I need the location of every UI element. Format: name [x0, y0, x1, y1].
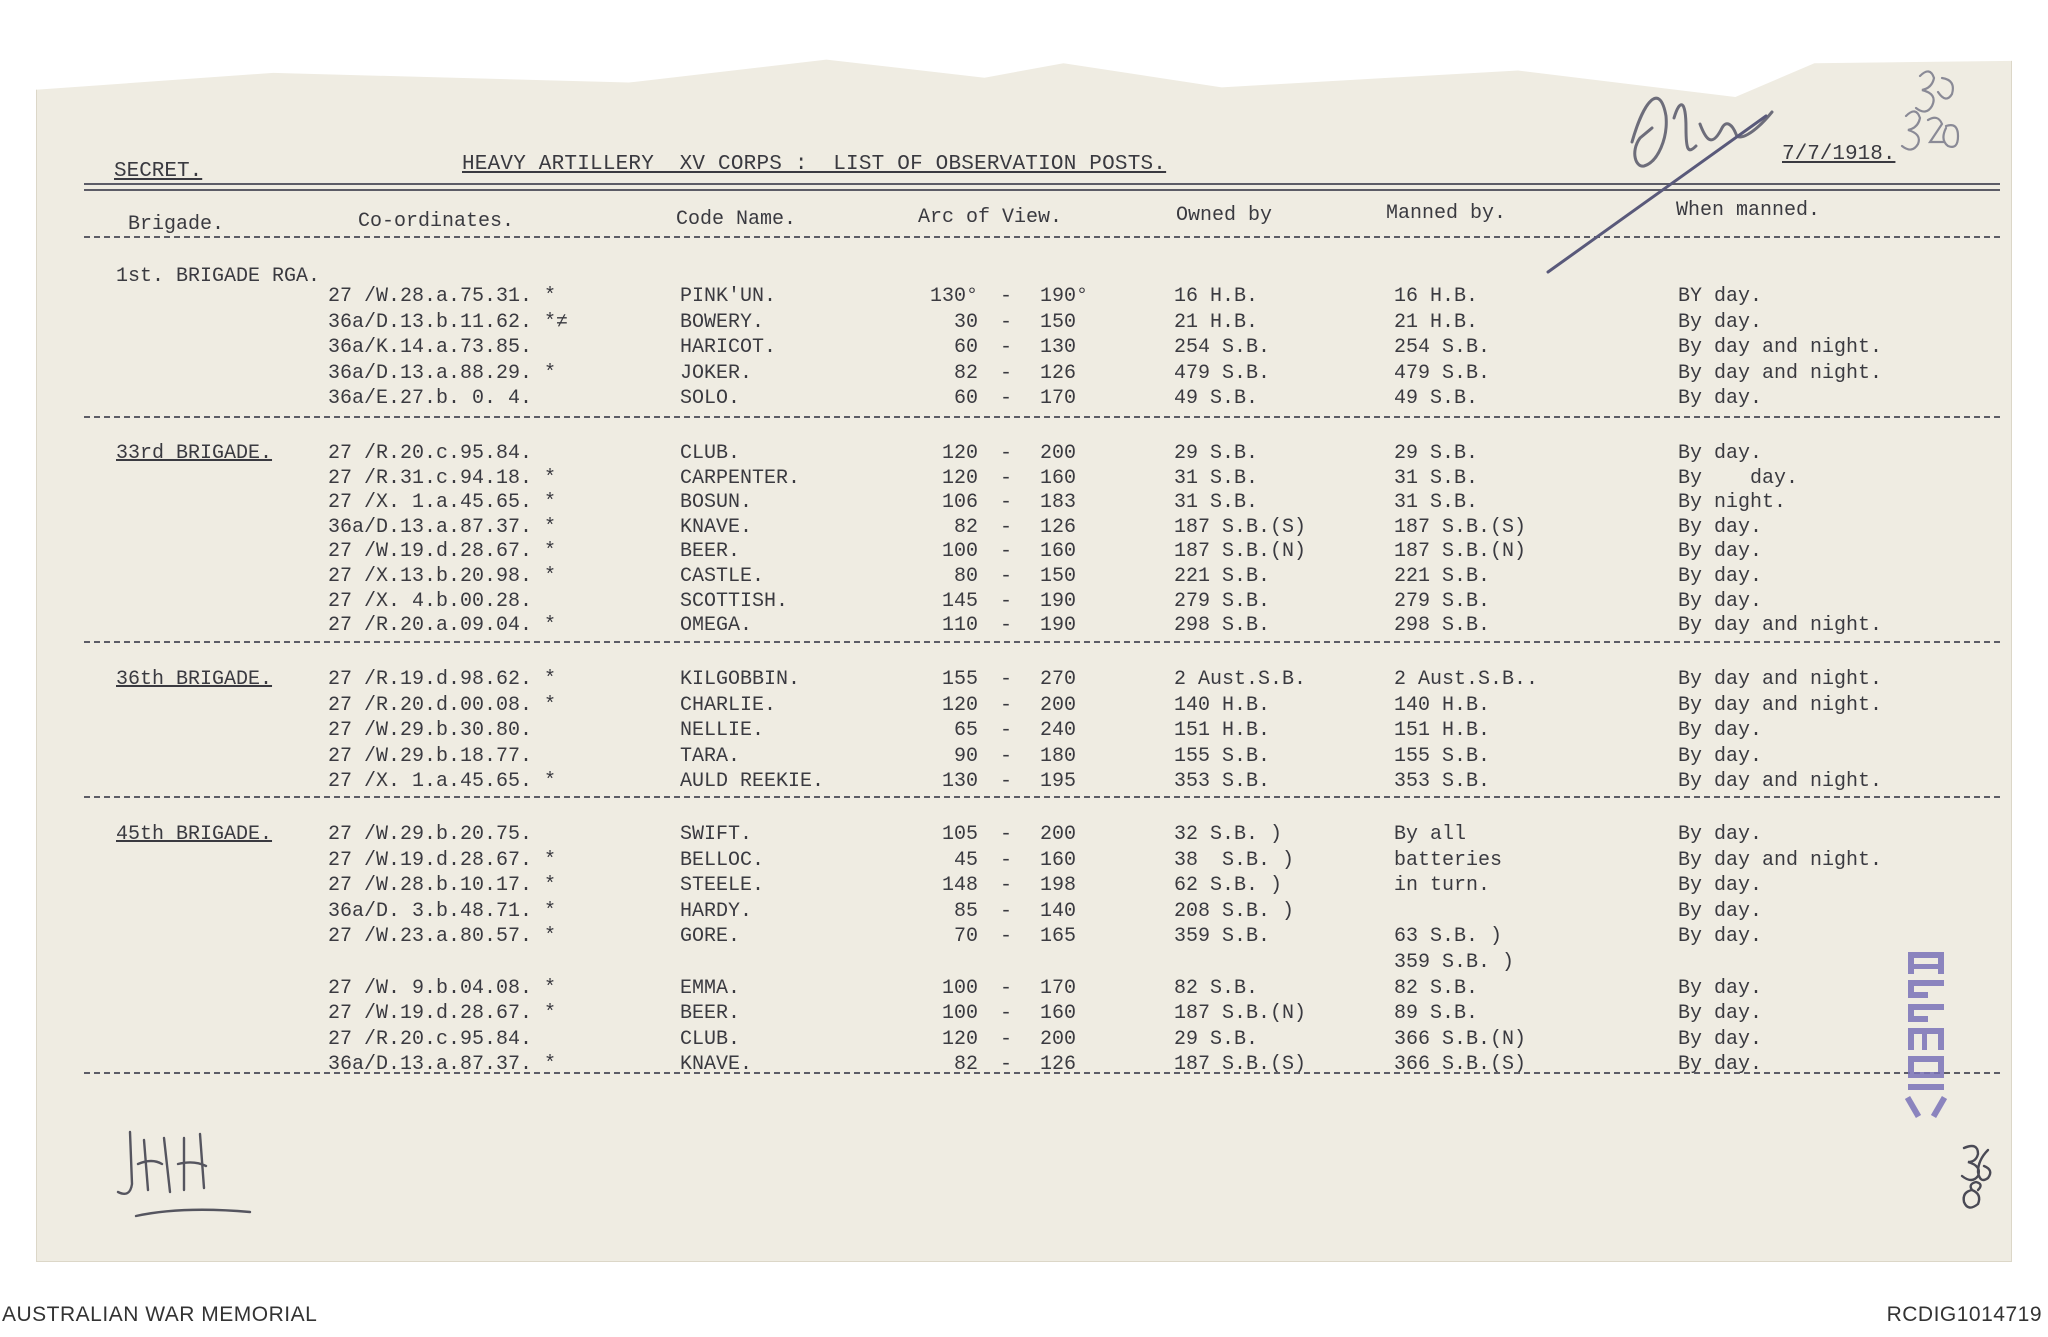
- cell-code-name: HARICOT.: [680, 336, 777, 359]
- cell-manned-by: 155 S.B.: [1394, 745, 1491, 768]
- cell-coordinates: 27 /W. 9.b.04.08. *: [328, 977, 557, 1000]
- cell-manned-by: 366 S.B.(S): [1394, 1053, 1527, 1076]
- cell-code-name: JOKER.: [680, 362, 753, 385]
- cell-manned-by: 89 S.B.: [1394, 1002, 1479, 1025]
- cell-arc-to: 140: [1040, 900, 1077, 923]
- cell-manned-by: batteries: [1394, 849, 1503, 872]
- cell-arc-to: 130: [1040, 336, 1077, 359]
- handwritten-page-number: [1950, 1140, 2010, 1220]
- cell-owned-by: 140 H.B.: [1174, 694, 1271, 717]
- cell-code-name: AULD REEKIE.: [680, 770, 825, 793]
- cell-code-name: BEER.: [680, 540, 741, 563]
- cell-arc-dash: -: [1000, 387, 1013, 410]
- cell-coordinates: 27 /R.19.d.98.62. *: [328, 668, 557, 691]
- cell-code-name: BOSUN.: [680, 491, 753, 514]
- cell-coordinates: 27 /R.20.a.09.04. *: [328, 614, 557, 637]
- cell-when-manned: By day and night.: [1678, 668, 1883, 691]
- cell-coordinates: 27 /W.23.a.80.57. *: [328, 925, 557, 948]
- brigade-name: 33rd BRIGADE.: [116, 442, 273, 465]
- cell-when-manned: By day and night.: [1678, 694, 1883, 717]
- document-title: HEAVY ARTILLERY XV CORPS : LIST OF OBSERVATION POSTS.: [462, 153, 1167, 176]
- cell-when-manned: By day.: [1678, 719, 1763, 742]
- cell-arc-to: 165: [1040, 925, 1077, 948]
- cell-code-name: SWIFT.: [680, 823, 753, 846]
- cell-arc-dash: -: [1000, 362, 1013, 385]
- cell-manned-by: 82 S.B.: [1394, 977, 1479, 1000]
- cell-arc-to: 180: [1040, 745, 1077, 768]
- cell-arc-from: 110: [941, 614, 978, 637]
- cell-coordinates: 36a/E.27.b. 0. 4.: [328, 387, 533, 410]
- cell-arc-from: 82: [953, 362, 978, 385]
- cell-arc-to: 270: [1040, 668, 1077, 691]
- cell-when-manned: By day.: [1678, 565, 1763, 588]
- cell-arc-from: 82: [953, 1053, 978, 1076]
- cell-arc-dash: -: [1000, 1002, 1013, 1025]
- cell-owned-by: 31 S.B.: [1174, 491, 1259, 514]
- cell-arc-dash: -: [1000, 614, 1013, 637]
- cell-when-manned: By day.: [1678, 387, 1763, 410]
- cell-when-manned: By day.: [1678, 516, 1763, 539]
- cell-arc-from: 130°: [929, 285, 978, 308]
- cell-arc-from: 65: [953, 719, 978, 742]
- cell-arc-from: 100: [941, 1002, 978, 1025]
- cell-owned-by: 187 S.B.(S): [1174, 516, 1307, 539]
- cell-arc-from: 100: [941, 977, 978, 1000]
- cell-code-name: NELLIE.: [680, 719, 765, 742]
- cell-manned-by-continued: 359 S.B. ): [1394, 951, 1515, 974]
- brigade-name: 45th BRIGADE.: [116, 823, 273, 846]
- cell-arc-from: 85: [953, 900, 978, 923]
- cell-when-manned: By day.: [1678, 874, 1763, 897]
- cell-arc-dash: -: [1000, 285, 1013, 308]
- cell-when-manned: By day and night.: [1678, 614, 1883, 637]
- footer-archive-credit: AUSTRALIAN WAR MEMORIAL: [2, 1303, 318, 1326]
- cell-arc-dash: -: [1000, 540, 1013, 563]
- cell-owned-by: 21 H.B.: [1174, 311, 1259, 334]
- cell-code-name: KILGOBBIN.: [680, 668, 801, 691]
- cell-manned-by: 279 S.B.: [1394, 590, 1491, 613]
- cell-arc-to: 160: [1040, 540, 1077, 563]
- cell-coordinates: 27 /W.29.b.18.77.: [328, 745, 533, 768]
- cell-arc-dash: -: [1000, 874, 1013, 897]
- cell-owned-by: 16 H.B.: [1174, 285, 1259, 308]
- cell-arc-to: 126: [1040, 516, 1077, 539]
- cell-owned-by: 62 S.B. ): [1174, 874, 1283, 897]
- cell-arc-dash: -: [1000, 491, 1013, 514]
- cell-arc-from: 105: [941, 823, 978, 846]
- cell-arc-to: 150: [1040, 565, 1077, 588]
- cell-arc-to: 170: [1040, 977, 1077, 1000]
- cell-manned-by: 187 S.B.(S): [1394, 516, 1527, 539]
- cell-when-manned: By day.: [1678, 823, 1763, 846]
- cell-arc-from: 130: [941, 770, 978, 793]
- cell-code-name: GORE.: [680, 925, 741, 948]
- column-header-when-manned: When manned.: [1676, 199, 1821, 222]
- cell-coordinates: 27 /W.28.a.75.31. *: [328, 285, 557, 308]
- cell-arc-to: 190°: [1040, 285, 1089, 308]
- cell-code-name: CARPENTER.: [680, 467, 801, 490]
- cell-coordinates: 36a/D.13.b.11.62. *≠: [328, 311, 569, 334]
- cell-manned-by: 151 H.B.: [1394, 719, 1491, 742]
- cell-coordinates: 27 /R.20.c.95.84.: [328, 1028, 533, 1051]
- handwritten-signature-bottom-left: [108, 1120, 258, 1230]
- cell-when-manned: By day.: [1678, 925, 1763, 948]
- cell-arc-from: 120: [941, 442, 978, 465]
- cell-owned-by: 254 S.B.: [1174, 336, 1271, 359]
- cell-owned-by: 187 S.B.(N): [1174, 540, 1307, 563]
- column-header-owned-by: Owned by: [1176, 204, 1273, 227]
- cell-when-manned: By day.: [1678, 1002, 1763, 1025]
- cell-arc-dash: -: [1000, 925, 1013, 948]
- cell-code-name: KNAVE.: [680, 516, 753, 539]
- cell-coordinates: 27 /W.29.b.30.80.: [328, 719, 533, 742]
- pencil-corner-numbers: [1890, 60, 1970, 170]
- cell-arc-dash: -: [1000, 770, 1013, 793]
- cell-arc-dash: -: [1000, 565, 1013, 588]
- cell-code-name: TARA.: [680, 745, 741, 768]
- cell-manned-by: By all: [1394, 823, 1467, 846]
- cell-manned-by: 31 S.B.: [1394, 467, 1479, 490]
- cell-when-manned: By day.: [1678, 311, 1763, 334]
- cell-arc-to: 126: [1040, 362, 1077, 385]
- cell-arc-dash: -: [1000, 694, 1013, 717]
- cell-when-manned: BY day.: [1678, 285, 1763, 308]
- cell-code-name: HARDY.: [680, 900, 753, 923]
- cell-manned-by: in turn.: [1394, 874, 1491, 897]
- cell-coordinates: 27 /W.28.b.10.17. *: [328, 874, 557, 897]
- cell-arc-dash: -: [1000, 1028, 1013, 1051]
- brigade-separator-rule: [84, 416, 2000, 418]
- cell-code-name: OMEGA.: [680, 614, 753, 637]
- cell-arc-dash: -: [1000, 1053, 1013, 1076]
- brigade-name: 36th BRIGADE.: [116, 668, 273, 691]
- cell-arc-from: 148: [941, 874, 978, 897]
- cell-arc-dash: -: [1000, 823, 1013, 846]
- cell-arc-from: 120: [941, 694, 978, 717]
- cell-coordinates: 27 /R.31.c.94.18. *: [328, 467, 557, 490]
- cell-coordinates: 27 /W.29.b.20.75.: [328, 823, 533, 846]
- cell-arc-to: 183: [1040, 491, 1077, 514]
- cell-coordinates: 27 /R.20.d.00.08. *: [328, 694, 557, 717]
- cell-arc-dash: -: [1000, 745, 1013, 768]
- column-header-code-name: Code Name.: [676, 208, 797, 231]
- cell-arc-to: 200: [1040, 1028, 1077, 1051]
- cell-arc-dash: -: [1000, 442, 1013, 465]
- cell-arc-from: 45: [953, 849, 978, 872]
- cell-when-manned: By day.: [1678, 467, 1799, 490]
- cell-when-manned: By day.: [1678, 1028, 1763, 1051]
- cell-code-name: CLUB.: [680, 442, 741, 465]
- cell-arc-dash: -: [1000, 849, 1013, 872]
- cell-when-manned: By day.: [1678, 540, 1763, 563]
- cell-arc-to: 160: [1040, 467, 1077, 490]
- cell-manned-by: 31 S.B.: [1394, 491, 1479, 514]
- cell-arc-from: 82: [953, 516, 978, 539]
- column-header-brigade: Brigade.: [128, 213, 225, 236]
- cell-arc-from: 120: [941, 1028, 978, 1051]
- cell-owned-by: 82 S.B.: [1174, 977, 1259, 1000]
- cell-owned-by: 38 S.B. ): [1174, 849, 1295, 872]
- cell-manned-by: 2 Aust.S.B..: [1394, 668, 1539, 691]
- cell-code-name: PINK'UN.: [680, 285, 777, 308]
- footer-record-id: RCDIG1014719: [1886, 1303, 2042, 1326]
- cell-code-name: KNAVE.: [680, 1053, 753, 1076]
- cell-manned-by: 140 H.B.: [1394, 694, 1491, 717]
- cell-arc-to: 195: [1040, 770, 1077, 793]
- cell-owned-by: 221 S.B.: [1174, 565, 1271, 588]
- cell-arc-dash: -: [1000, 590, 1013, 613]
- cell-arc-from: 80: [953, 565, 978, 588]
- cell-owned-by: 32 S.B. ): [1174, 823, 1283, 846]
- cell-coordinates: 27 /X.13.b.20.98. *: [328, 565, 557, 588]
- cell-arc-to: 200: [1040, 694, 1077, 717]
- cell-coordinates: 36a/D.13.a.87.37. *: [328, 516, 557, 539]
- cell-arc-to: 160: [1040, 1002, 1077, 1025]
- cell-arc-dash: -: [1000, 336, 1013, 359]
- cell-code-name: EMMA.: [680, 977, 741, 1000]
- cell-arc-to: 160: [1040, 849, 1077, 872]
- cell-arc-from: 90: [953, 745, 978, 768]
- cell-code-name: SOLO.: [680, 387, 741, 410]
- cell-coordinates: 36a/D.13.a.88.29. *: [328, 362, 557, 385]
- cell-owned-by: 31 S.B.: [1174, 467, 1259, 490]
- cell-arc-to: 170: [1040, 387, 1077, 410]
- cell-when-manned: By day and night.: [1678, 849, 1883, 872]
- column-header-manned-by: Manned by.: [1386, 202, 1507, 225]
- cell-arc-dash: -: [1000, 719, 1013, 742]
- cell-arc-from: 155: [941, 668, 978, 691]
- cell-when-manned: By day.: [1678, 900, 1763, 923]
- cell-arc-dash: -: [1000, 900, 1013, 923]
- cell-owned-by: 353 S.B.: [1174, 770, 1271, 793]
- cell-coordinates: 27 /W.19.d.28.67. *: [328, 540, 557, 563]
- cell-owned-by: 187 S.B.(N): [1174, 1002, 1307, 1025]
- cell-owned-by: 479 S.B.: [1174, 362, 1271, 385]
- cell-arc-from: 60: [953, 336, 978, 359]
- cell-coordinates: 27 /R.20.c.95.84.: [328, 442, 533, 465]
- cell-manned-by: 21 H.B.: [1394, 311, 1479, 334]
- cell-owned-by: 298 S.B.: [1174, 614, 1271, 637]
- cell-owned-by: 208 S.B. ): [1174, 900, 1295, 923]
- cell-arc-dash: -: [1000, 977, 1013, 1000]
- cell-owned-by: 49 S.B.: [1174, 387, 1259, 410]
- cell-code-name: SCOTTISH.: [680, 590, 789, 613]
- cell-when-manned: By day.: [1678, 745, 1763, 768]
- appendix-stamp: [1900, 944, 1956, 1124]
- cell-arc-from: 100: [941, 540, 978, 563]
- brigade-separator-rule: [84, 796, 2000, 798]
- cell-owned-by: 155 S.B.: [1174, 745, 1271, 768]
- cell-manned-by: 353 S.B.: [1394, 770, 1491, 793]
- cell-code-name: CLUB.: [680, 1028, 741, 1051]
- document-date: 7/7/1918.: [1782, 143, 1896, 166]
- cell-when-manned: By day.: [1678, 1053, 1763, 1076]
- cell-coordinates: 27 /W.19.d.28.67. *: [328, 1002, 557, 1025]
- cell-manned-by: 187 S.B.(N): [1394, 540, 1527, 563]
- cell-manned-by: 221 S.B.: [1394, 565, 1491, 588]
- column-header-arc-of-view: Arc of View.: [918, 206, 1063, 229]
- cell-code-name: CHARLIE.: [680, 694, 777, 717]
- cell-manned-by: 298 S.B.: [1394, 614, 1491, 637]
- cell-arc-from: 30: [953, 311, 978, 334]
- cell-manned-by: 29 S.B.: [1394, 442, 1479, 465]
- classification-label: SECRET.: [114, 160, 203, 183]
- cell-manned-by: 63 S.B. ): [1394, 925, 1503, 948]
- cell-owned-by: 187 S.B.(S): [1174, 1053, 1307, 1076]
- cell-arc-from: 70: [953, 925, 978, 948]
- cell-arc-to: 150: [1040, 311, 1077, 334]
- brigade-name: 1st. BRIGADE RGA.: [116, 265, 321, 288]
- cell-owned-by: 151 H.B.: [1174, 719, 1271, 742]
- handwritten-initials-top-right: [1540, 52, 1780, 282]
- cell-when-manned: By day.: [1678, 590, 1763, 613]
- table-end-rule: [84, 1072, 2000, 1074]
- cell-code-name: STEELE.: [680, 874, 765, 897]
- cell-coordinates: 27 /W.19.d.28.67. *: [328, 849, 557, 872]
- cell-coordinates: 36a/D.13.a.87.37. *: [328, 1053, 557, 1076]
- cell-when-manned: By day and night.: [1678, 770, 1883, 793]
- cell-arc-from: 60: [953, 387, 978, 410]
- cell-arc-to: 200: [1040, 823, 1077, 846]
- cell-arc-from: 120: [941, 467, 978, 490]
- cell-arc-to: 190: [1040, 614, 1077, 637]
- cell-owned-by: 359 S.B.: [1174, 925, 1271, 948]
- cell-when-manned: By day and night.: [1678, 336, 1883, 359]
- cell-manned-by: 366 S.B.(N): [1394, 1028, 1527, 1051]
- cell-arc-to: 200: [1040, 442, 1077, 465]
- brigade-separator-rule: [84, 641, 2000, 643]
- cell-arc-dash: -: [1000, 516, 1013, 539]
- cell-manned-by: 49 S.B.: [1394, 387, 1479, 410]
- cell-when-manned: By day.: [1678, 977, 1763, 1000]
- cell-arc-from: 145: [941, 590, 978, 613]
- cell-when-manned: By day.: [1678, 442, 1763, 465]
- cell-owned-by: 2 Aust.S.B.: [1174, 668, 1307, 691]
- cell-owned-by: 29 S.B.: [1174, 442, 1259, 465]
- cell-arc-from: 106: [941, 491, 978, 514]
- cell-coordinates: 36a/D. 3.b.48.71. *: [328, 900, 557, 923]
- cell-code-name: BELLOC.: [680, 849, 765, 872]
- cell-owned-by: 29 S.B.: [1174, 1028, 1259, 1051]
- cell-coordinates: 36a/K.14.a.73.85.: [328, 336, 533, 359]
- cell-when-manned: By day and night.: [1678, 362, 1883, 385]
- column-header-coordinates: Co-ordinates.: [358, 210, 515, 233]
- cell-arc-to: 190: [1040, 590, 1077, 613]
- cell-coordinates: 27 /X. 1.a.45.65. *: [328, 491, 557, 514]
- cell-arc-dash: -: [1000, 467, 1013, 490]
- cell-arc-to: 126: [1040, 1053, 1077, 1076]
- cell-arc-dash: -: [1000, 311, 1013, 334]
- cell-manned-by: 16 H.B.: [1394, 285, 1479, 308]
- cell-code-name: BOWERY.: [680, 311, 765, 334]
- cell-owned-by: 279 S.B.: [1174, 590, 1271, 613]
- cell-coordinates: 27 /X. 4.b.00.28.: [328, 590, 533, 613]
- cell-code-name: CASTLE.: [680, 565, 765, 588]
- cell-when-manned: By night.: [1678, 491, 1787, 514]
- cell-arc-dash: -: [1000, 668, 1013, 691]
- cell-manned-by: 254 S.B.: [1394, 336, 1491, 359]
- cell-arc-to: 240: [1040, 719, 1077, 742]
- cell-arc-to: 198: [1040, 874, 1077, 897]
- cell-manned-by: 479 S.B.: [1394, 362, 1491, 385]
- cell-code-name: BEER.: [680, 1002, 741, 1025]
- cell-coordinates: 27 /X. 1.a.45.65. *: [328, 770, 557, 793]
